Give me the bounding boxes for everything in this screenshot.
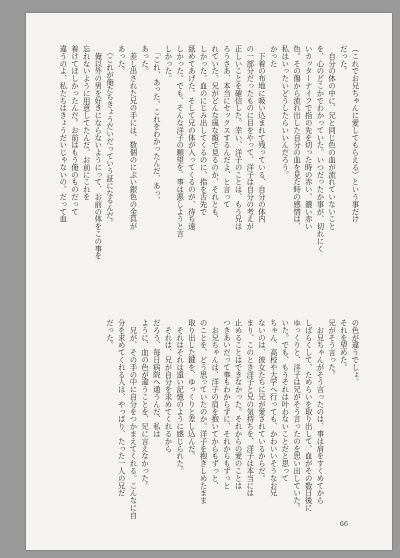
text-column: ないのは、彼女たちに兄が愛されているからだ。 — [257, 319, 267, 482]
text-column: のことを、どう思っていたのか。洋子を抱きしめたまま — [199, 319, 209, 504]
text-column: ように、血の色が違うことを、兄に言えなかった。 — [140, 319, 150, 490]
text-column: いカッターナイフで指の先を切った時の赤い、濃い赤い — [304, 45, 314, 230]
text-column: 舐めてあげた。そして兄の体が入ってくるのが、待ち遠 — [187, 45, 197, 230]
text-column: ろうさあ、本当にセックスするんだよ、と言って — [222, 45, 232, 208]
text-column: 着けてほしかったんだ。お前はもう俺のものだって — [70, 45, 80, 216]
text-column: 正しいことを確信した。幸い、洋子のことは、もう兄は — [234, 45, 244, 230]
text-column: あった。 — [117, 45, 127, 75]
text-column: 私はいったいどうしたらいいんだろう。 — [280, 45, 290, 179]
text-column: 「これ、あった、これをわかったんだ、あっ、 — [152, 45, 162, 205]
text-column: だろう、毎日病院へ通うんだ、私は — [152, 319, 162, 438]
text-column: の一部分だったものに目をやって、洋子は自分の考えが — [245, 45, 255, 230]
text-column: ちゃん、高校や大学へ行っても、かわいいそうなお兄 — [269, 319, 279, 497]
text-column: 色。その傷から流れ出した自分の血を見た時の感情は、 — [292, 45, 302, 230]
text-column: 忘れないように用意してたんだ。お前にこれを — [82, 45, 92, 201]
text-column: 兄が、その手の中に自分をつかまえてくれる。こんなに自 — [128, 319, 138, 519]
text-column: だった。 — [339, 45, 349, 75]
text-column: 差し出された兄の手には、数個のにぶい銀色の金具が — [128, 45, 138, 230]
text-column: かった — [269, 45, 279, 68]
text-column: だった。 — [105, 319, 115, 349]
text-column: 下着の布地に吸い込まれて残っている、自分の体内 — [257, 45, 267, 223]
text-column: 違うのよ、私たちはきょうだいじゃないの。だって血 — [58, 45, 68, 223]
lower-text-block — [105, 319, 360, 531]
text-column: それを望めた。 — [339, 319, 349, 371]
text-column: つきあいだって事もわからずに、それからもずっと — [222, 319, 232, 490]
text-column: 取り出した鍵を、ゆっくりと差し込んだ。 — [187, 319, 197, 460]
text-column: を、心のどこかでわかっていた。いつだったか事が、切れにく — [315, 45, 325, 253]
text-column: 分を求めてくれる人は、やっぱり、たった一人の兄だ — [117, 319, 127, 497]
page-number: 66 — [339, 520, 348, 528]
text-column: それはそれは遠い記憶のように感じられた。 — [175, 319, 185, 475]
text-column: しかった。 — [164, 45, 173, 82]
text-column: ゆっくりと、洋子は兄がそう言ったのを思い出していた。 — [292, 319, 302, 512]
book-page — [26, 13, 392, 550]
text-column: 止めることはできなかった。それからの愛のことは — [234, 319, 244, 490]
text-column: いた。でも、もうそれは叶わないことだと思って — [280, 319, 290, 482]
text-column: それは、兄が自分を求めてくれるから — [164, 319, 173, 453]
text-column: （これでお兄ちゃんに愛してもらえる）という事だけ — [351, 45, 360, 223]
text-column: お兄ちゃんは、洋子の肩を抱いてからもずっと、 — [210, 319, 220, 490]
text-column: しかった。血のにじみ出してくるのに、指を舌先で — [199, 45, 209, 216]
text-column: まり、このとき洋子と兄の気持ちを、洋子は本当には — [245, 319, 255, 497]
text-column: 俺以外の男を好きにならないようにって、お前の体をこの事を — [93, 45, 103, 260]
text-column: 兄がそう言った。 — [327, 319, 337, 379]
text-column: 自分の体の中に、兄と同じ色の血が流れていないこと — [327, 45, 337, 230]
text-column: （これが俺たちきょうだいだっていう証になるんだ。 — [105, 45, 115, 227]
text-column: しかった。でも、そんな洋子の願望を、事は悪しようと言 — [175, 45, 185, 238]
text-column: お兄ちゃんがそう言ったのは、事は肩をすくめてから — [315, 319, 325, 504]
text-column: あった。 — [140, 45, 150, 75]
text-column: の色が違うでしょ。 — [351, 319, 360, 386]
text-column: れていた、兄がどんな風な顔で見るのか、それとも、 — [210, 45, 220, 223]
text-column: しばらくして、ためらいを取り出して、血がその数日後に — [304, 319, 314, 512]
upper-text-block — [59, 45, 360, 297]
